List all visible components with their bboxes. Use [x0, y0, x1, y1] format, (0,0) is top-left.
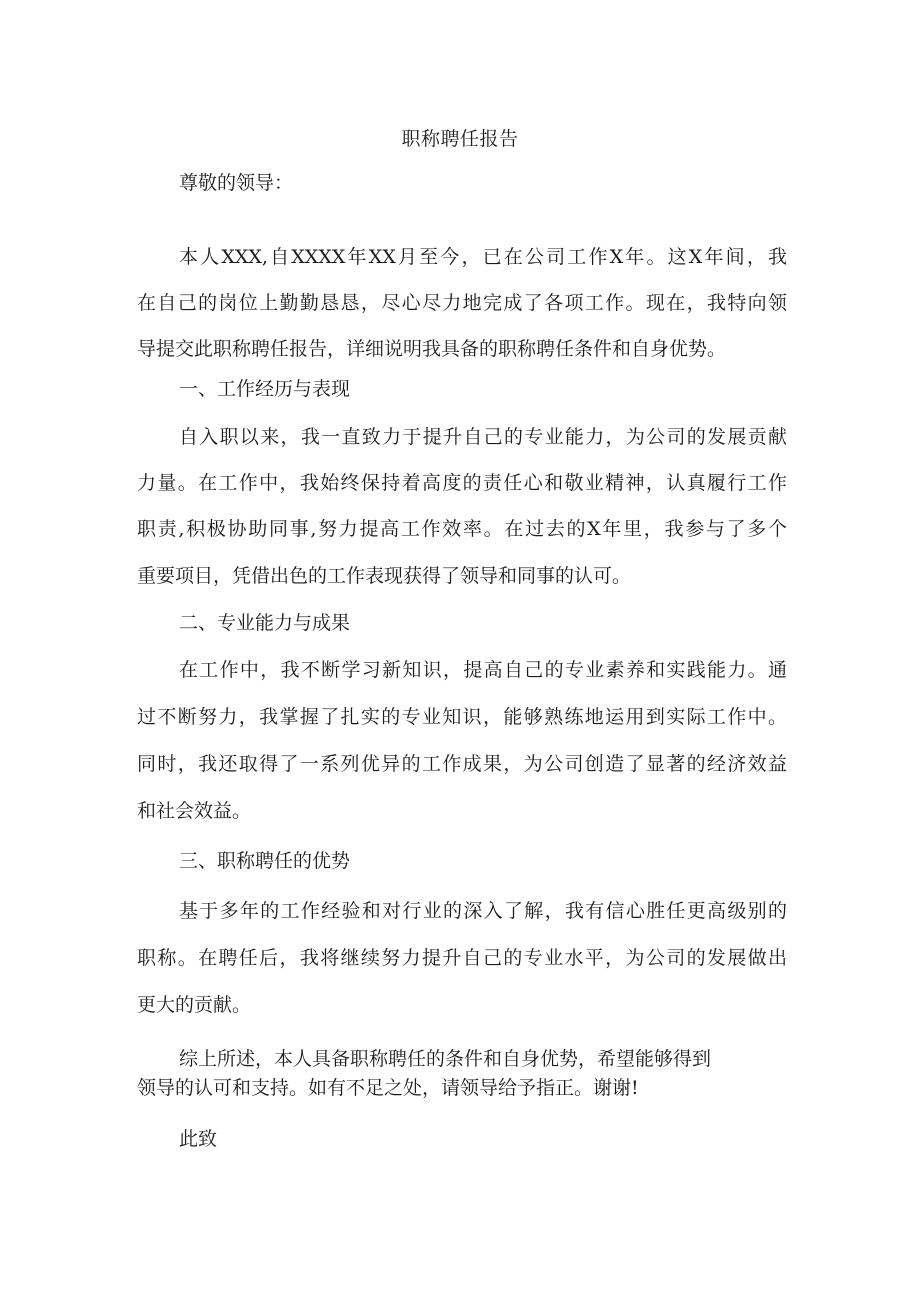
paragraph-line: 综上所述，本人具备职称聘任的条件和自身优势，希望能够得到 — [179, 1048, 712, 1070]
paragraph-line: 重要项目，凭借出色的工作表现获得了领导和同事的认可。 — [137, 565, 632, 587]
paragraph-line: 导提交此职称聘任报告，详细说明我具备的职称聘任条件和自身优势。 — [137, 338, 727, 360]
paragraph-line: 职责,积极协助同事,努力提高工作效率。在过去的X年里，我参与了多个 — [137, 518, 787, 540]
document-title: 职称聘任报告 — [401, 128, 519, 150]
paragraph-line: 更大的贡献。 — [137, 994, 252, 1016]
paragraph-line: 职称。在聘任后，我将继续努力提升自己的专业水平，为公司的发展做出 — [137, 947, 787, 969]
paragraph-line: 在自己的岗位上勤勤恳恳，尽心尽力地完成了各项工作。现在，我特向领 — [137, 292, 787, 314]
paragraph-line: 力量。在工作中，我始终保持着高度的责任心和敬业精神，认真履行工作 — [137, 472, 787, 494]
paragraph-line: 和社会效益。 — [137, 800, 252, 822]
section-heading: 二、专业能力与成果 — [179, 612, 351, 634]
paragraph-line: 同时，我还取得了一系列优异的工作成果，为公司创造了显著的经济效益 — [137, 753, 787, 775]
paragraph-line: 基于多年的工作经验和对行业的深入了解，我有信心胜任更高级别的 — [179, 900, 787, 922]
paragraph-line: 领导的认可和支持。如有不足之处，请领导给予指正。谢谢! — [137, 1077, 639, 1099]
section-heading: 三、职称聘任的优势 — [179, 850, 351, 872]
paragraph-line: 过不断努力，我掌握了扎实的专业知识，能够熟练地运用到实际工作中。 — [137, 706, 787, 728]
section-heading: 一、工作经历与表现 — [179, 378, 351, 400]
closing: 此致 — [179, 1128, 218, 1150]
paragraph-line: 在工作中，我不断学习新知识，提高自己的专业素养和实践能力。通 — [179, 659, 787, 681]
paragraph-line: 自入职以来，我一直致力于提升自己的专业能力，为公司的发展贡献 — [179, 426, 787, 448]
paragraph-line: 本人XXX,自XXXX年XX月至今，已在公司工作X年。这X年间，我 — [179, 246, 787, 268]
salutation: 尊敬的领导： — [179, 172, 294, 194]
